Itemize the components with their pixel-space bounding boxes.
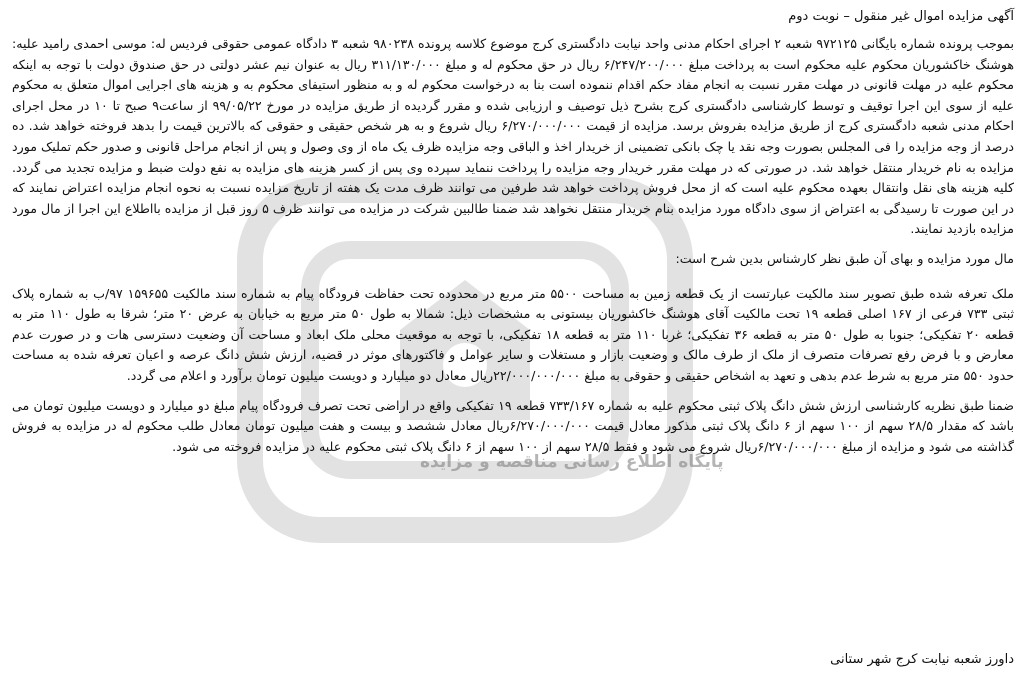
notice-title: آگهی مزایده اموال غیر منقول – نوبت دوم: [788, 9, 1014, 24]
section-heading: مال مورد مزایده و بهای آن طبق نظر کارشناس بدین شرح است:: [675, 250, 1014, 266]
notice-intro-paragraph: بموجب پرونده شماره بایگانی ۹۷۲۱۲۵ شعبه ۲ اجرای احکام مدنی واحد نیابت دادگستری کرج موضوع کلاسه پرونده ۹۸۰۲۳۸ شعبه ۳ دادگاه عمومی حقوقی فردیس له: موسی احمدی رامید علیه: هوشنگ خاکشوریان محکوم علیه محکوم است به پرداخت مبلغ ۶/۲۴۷/۲۰۰/۰۰۰ ریال در حق محکوم له و مبلغ ۳۱۱/۱۳۰/۰۰۰ ریال به عنوان نیم عشر دولتی در حق صندوق دولت با توجه به اینکه محکوم علیه در مهلت قانونی در مهلت مقرر نسبت به انجام مفاد حکم اقدام ننموده است بنا به درخواست محکوم له و به منظور استیفای محکوم به و هزینه های اجرایی اموال متعلق به محکوم علیه از سوی این اجرا توقیف و توسط کارشناسی دادگستری کرج بشرح ذیل توصیف و ارزیابی شده و مقرر گردیده از طریق مزایده در مورخ ۹۹/۰۵/۲۲ از ساعت۹ صبح تا ۱۰ در محل اجرای احکام مدنی شعبه دادگستری کرج از طریق مزایده بفروش برسد. مزایده از قیمت ۶/۲۷۰/۰۰۰/۰۰۰ ریال شروع و به هر شخص حقیقی و حقوقی که بالاترین قیمت را بدهد فروخته خواهد شد. ده درصد از وجه مزایده را فی المجلس بصورت وجه نقد یا چک بانکی تضمینی از خریدار اخذ و الباقی وجه مزایده ظرف یک ماه از وی وصول و پس از انجام مراحل قانونی و صدور حکم تملیک مورد مزایده به نام خریدار منتقل خواهد شد. در صورتی که در مهلت مقرر خریدار وجه مزایده را پرداخت ننماید سپرده وی پس از کسر هزینه های مزایده به نفع دولت ضبط و مزایده تجدید می گردد. کلیه هزینه های نقل وانتقال بعهده محکوم علیه است که از محل فروش پرداخت خواهد شد طرفین می توانند ظرف مدت یک هفته از تاریخ مزایده نسبت به نحوه انجام مزایده اعتراض نمایند که در این صورت تا رسیدگی به اعتراض از سوی دادگاه مورد مزایده بنام خریدار منتقل نخواهد شد ضمنا طالبین شرکت در مزایده می توانند ظرف ۵ روز قبل از مزایده بااطلاع این اجرا از مال مورد مزایده بازدید نمایند.: [12, 36, 1015, 237]
signature-line: داورز شعبه نیابت کرج شهر ستانی: [830, 652, 1014, 667]
property-description-paragraph: ملک تعرفه شده طبق تصویر سند مالکیت عبارتست از یک قطعه زمین به مساحت ۵۵۰۰ متر مربع در محدوده تحت حفاظت فرودگاه پیام به شماره سند مالکیت ۱۵۹۶۵۵ ۹۷/ب به شماره پلاک ثبتی ۷۳۳ فرعی از ۱۶۷ اصلی قطعه ۱۹ تحت مالکیت آقای هوشنگ خاکشوریان بیستونی به مشخصات ذیل: شمالا به طول ۵۰ متر مربع به خیابان به عرض ۲۰ متر؛ شرقا به طول ۱۱۰ متر به قطعه ۲۰ تفکیکی؛ جنوبا به طول ۵۰ متر به قطعه ۳۶ تفکیکی؛ غربا ۱۱۰ متر به قطعه ۱۸ تفکیکی، با توجه به موقعیت محلی ملک ابعاد و مساحت آن وضعیت دسترسی هات و در صورت عدم معارض و با فرض رفع تصرفات متصرف از ملک از طرف مالک و وضعیت بازار و مستغلات و سایر عوامل و فاکتورهای موثر در قضیه، ارزش شش دانگ عرصه و اعیان تعرفه شده به مساحت حدود ۵۵۰ متر مربع به شرط عدم بدهی و تعهد به اشخاص حقیقی و حقوقی به مبلغ ۲۲/۰۰۰/۰۰۰/۰۰۰ریال معادل دو میلیارد و دویست میلیون تومان برآورد و اعلام می گردد.: [12, 285, 1014, 383]
watermark-text: پایگاه اطلاع رسانی مناقصه و مزایده: [420, 452, 724, 472]
valuation-note-paragraph: ضمنا طبق نظریه کارشناسی ارزش شش دانگ پلاک ثبتی محکوم علیه به شماره ۷۳۳/۱۶۷ قطعه ۱۹ تفکیکی واقع در اراضی تحت تصرف فرودگاه پیام مبلغ دو میلیارد و دویست میلیون تومان می باشد که مقدار ۲۸/۵ سهم از ۱۰۰ سهم از ۶ دانگ پلاک ثبتی مذکور معادل قیمت ۶/۲۷۰/۰۰۰/۰۰۰ریال معادل ششصد و بیست و هفت میلیون تومان معادل طلب محکوم له در مزایده به فروش گذاشته می شود و مزایده از مبلغ ۶/۲۷۰/۰۰۰/۰۰۰ریال شروع می شود و فقط ۲۸/۵ سهم از ۱۰۰ سهم از ۶ دانگ پلاک ثبتی محکوم علیه در مزایده فروخته می شود.: [12, 397, 1014, 454]
